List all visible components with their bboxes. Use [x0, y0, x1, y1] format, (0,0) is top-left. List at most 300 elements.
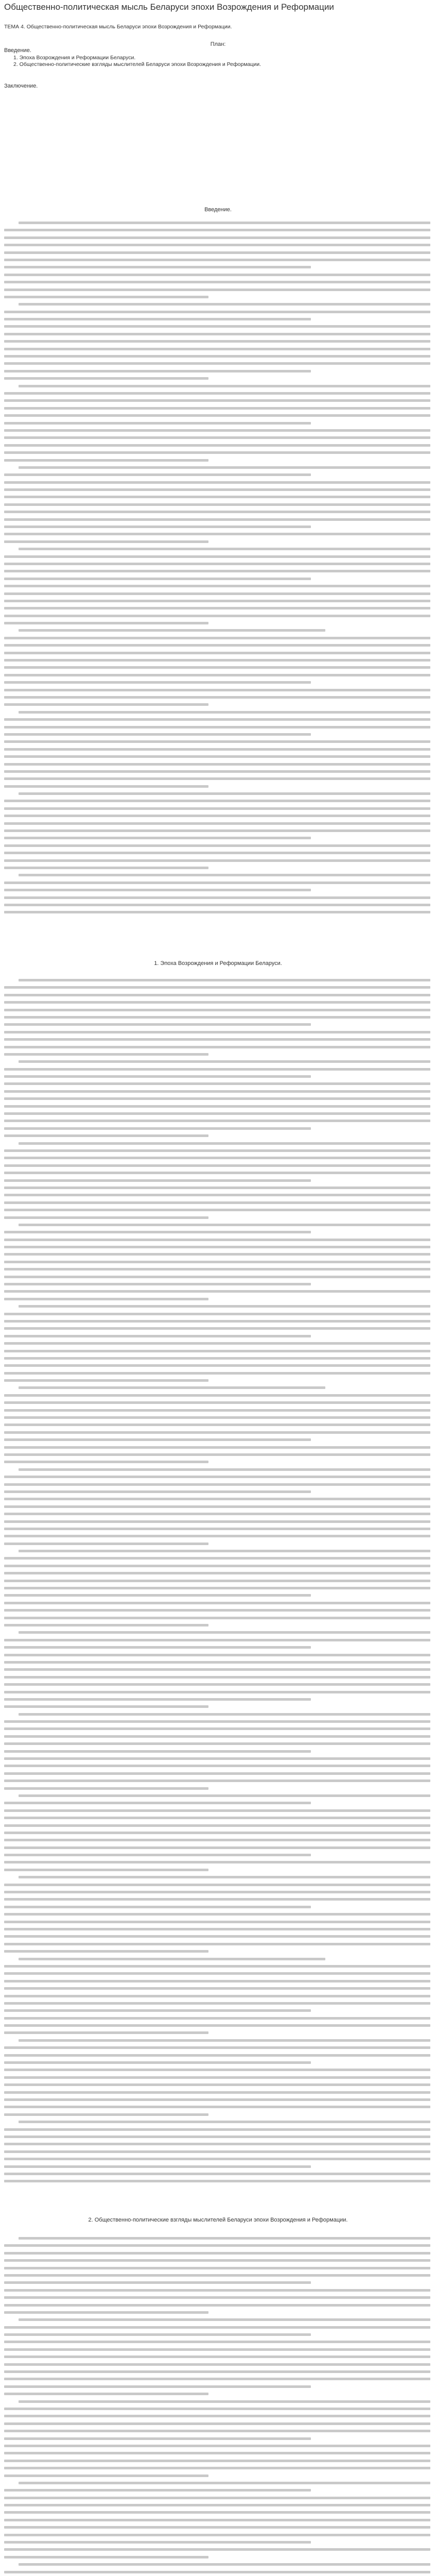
- text-line: [4, 2408, 430, 2410]
- text-line: [19, 2563, 430, 2566]
- text-line: [4, 429, 430, 432]
- text-line: [4, 2061, 311, 2064]
- text-line: [4, 2422, 430, 2425]
- text-line: [4, 1646, 311, 1649]
- text-line: [4, 1239, 430, 1241]
- text-line: [19, 874, 430, 876]
- text-line: [4, 1639, 430, 1641]
- text-line: [4, 2098, 430, 2101]
- text-line: [4, 770, 430, 773]
- text-line: [4, 1720, 430, 1723]
- text-line: [4, 251, 430, 254]
- text-line: [4, 1965, 430, 1968]
- text-line: [4, 1565, 430, 1567]
- text-line: [4, 1846, 430, 1849]
- text-line: [4, 318, 311, 320]
- text-line: [4, 2113, 208, 2116]
- chapter1-heading: 1. Эпоха Возрождения и Реформации Беларуси.: [154, 960, 282, 967]
- text-line: [4, 1505, 430, 1508]
- text-line: [19, 1631, 430, 1634]
- text-line: [4, 518, 430, 521]
- chapter2-heading: 2. Общественно-политические взгляды мыслителей Беларуси эпохи Возрождения и Реформации.: [88, 2217, 348, 2223]
- plan-label: План:: [210, 41, 226, 47]
- text-line: [4, 1691, 430, 1693]
- text-line: [4, 1276, 430, 1278]
- text-line: [4, 2244, 430, 2247]
- text-line: [4, 2054, 430, 2057]
- text-line: [4, 2370, 430, 2373]
- text-line: [4, 994, 430, 996]
- text-line: [4, 763, 430, 766]
- text-line: [4, 2534, 430, 2536]
- text-line: [4, 1668, 430, 1671]
- text-line: [4, 1290, 430, 1293]
- text-line: [4, 592, 430, 595]
- text-line: [4, 488, 430, 491]
- text-line: [4, 1105, 430, 1108]
- text-line: [4, 1438, 311, 1441]
- text-line: [4, 1891, 430, 1893]
- text-line: [19, 385, 430, 387]
- text-line: [4, 2489, 311, 2492]
- text-line: [4, 578, 311, 580]
- text-line: [4, 1357, 430, 1360]
- text-line: [4, 600, 430, 602]
- text-line: [4, 1498, 430, 1500]
- text-line: [4, 2526, 430, 2529]
- text-line: [4, 777, 430, 780]
- text-line: [4, 1913, 430, 1916]
- text-line: [4, 1935, 430, 1938]
- text-line: [4, 1090, 430, 1093]
- text-line: [4, 1016, 430, 1019]
- text-line: [19, 222, 430, 224]
- text-line: [4, 1001, 430, 1004]
- text-line: [4, 1995, 430, 1997]
- text-line: [4, 1780, 430, 1782]
- text-line: [4, 1298, 208, 1300]
- text-line: [4, 1038, 430, 1041]
- text-line: [4, 1187, 430, 1189]
- text-line: [4, 2252, 430, 2255]
- text-line: [4, 526, 311, 528]
- text-line: [4, 911, 430, 913]
- text-line: [4, 422, 311, 425]
- text-line: [4, 1164, 430, 1167]
- text-line: [4, 1705, 208, 1708]
- text-line: [4, 473, 311, 476]
- text-line: [4, 1416, 430, 1419]
- text-line: [19, 466, 430, 469]
- text-line: [4, 2348, 430, 2351]
- text-line: [4, 904, 430, 906]
- text-line: [4, 1112, 430, 1115]
- text-line: [4, 1031, 430, 1033]
- text-line: [4, 1009, 430, 1011]
- text-line: [4, 1832, 430, 1834]
- text-line: [4, 718, 430, 721]
- text-line: [4, 726, 430, 728]
- document-title: Общественно-политическая мысль Беларуси эпохи Возрождения и Реформации: [4, 2, 334, 12]
- text-line: [19, 1224, 430, 1226]
- text-line: [4, 1513, 430, 1515]
- text-line: [4, 1490, 311, 1493]
- text-line: [19, 1060, 430, 1063]
- text-line: [4, 1268, 430, 1270]
- text-line: [4, 896, 430, 899]
- text-line: [4, 2128, 430, 2131]
- text-line: [4, 1950, 208, 1953]
- text-line: [4, 370, 311, 372]
- text-line: [4, 2031, 208, 2034]
- text-line: [4, 333, 430, 335]
- text-line: [4, 2180, 430, 2182]
- text-line: [4, 2136, 430, 2138]
- text-line: [4, 1742, 430, 1745]
- text-line: [4, 659, 430, 662]
- text-line: [4, 2430, 430, 2432]
- text-line: [4, 2046, 430, 2049]
- text-line: [4, 348, 430, 350]
- text-line: [19, 711, 430, 714]
- text-line: [4, 852, 430, 854]
- text-line: [4, 436, 430, 439]
- document-theme: ТЕМА 4. Общественно-политическая мысль Беларуси эпохи Возрождения и Реформации.: [4, 24, 232, 30]
- text-line: [19, 1305, 430, 1308]
- text-line: [4, 1861, 430, 1863]
- text-line: [4, 652, 430, 654]
- text-line: [4, 570, 430, 572]
- text-line: [4, 1253, 430, 1256]
- text-line: [4, 1476, 430, 1478]
- text-line: [4, 807, 430, 810]
- text-line: [4, 236, 430, 239]
- text-line: [4, 1824, 430, 1827]
- text-line: [4, 377, 208, 380]
- text-line: [4, 1231, 311, 1233]
- text-line: [4, 637, 430, 639]
- text-line: [19, 979, 430, 981]
- text-line: [4, 1194, 430, 1196]
- text-line: [4, 496, 430, 498]
- text-line: [4, 274, 430, 276]
- text-line: [4, 1342, 430, 1345]
- text-line: [4, 755, 430, 758]
- text-line: [4, 414, 430, 417]
- text-line: [4, 407, 430, 410]
- text-line: [4, 1127, 311, 1130]
- text-line: [4, 1446, 430, 1449]
- text-line: [4, 1906, 311, 1908]
- text-line: [4, 1921, 430, 1923]
- text-line: [4, 2548, 430, 2551]
- text-line: [4, 1787, 208, 1790]
- text-line: [4, 1943, 430, 1945]
- text-line: [4, 815, 430, 817]
- text-line: [4, 2296, 430, 2299]
- text-line: [4, 615, 430, 617]
- text-line: [4, 1053, 208, 1056]
- text-line: [4, 2504, 430, 2506]
- text-line: [19, 1468, 430, 1471]
- text-line: [4, 844, 430, 847]
- text-line: [4, 2076, 430, 2079]
- text-line: [4, 1609, 430, 1612]
- text-line: [4, 2274, 430, 2277]
- text-line: [19, 548, 430, 550]
- text-line: [19, 1386, 325, 1389]
- text-line: [4, 2289, 430, 2292]
- text-line: [4, 689, 430, 691]
- text-line: [4, 1246, 430, 1248]
- text-line: [4, 2385, 311, 2388]
- text-line: [4, 1757, 430, 1760]
- text-line: [4, 1854, 311, 1856]
- text-line: [4, 1765, 430, 1767]
- text-line: [4, 1572, 430, 1574]
- text-line: [4, 1972, 430, 1975]
- text-line: [4, 1068, 430, 1071]
- text-line: [4, 622, 208, 624]
- text-line: [4, 1461, 208, 1463]
- text-line: [4, 2415, 430, 2417]
- text-line: [4, 740, 430, 743]
- conclusion-label: Заключение.: [4, 83, 38, 89]
- text-line: [4, 2355, 430, 2358]
- text-line: [4, 1216, 208, 1219]
- text-line: [4, 2475, 208, 2477]
- chapter2-body: [4, 2237, 430, 2576]
- text-line: [4, 2259, 430, 2262]
- text-line: [19, 1794, 430, 1797]
- text-line: [4, 1683, 430, 1686]
- text-line: [4, 733, 311, 736]
- text-line: [4, 859, 430, 862]
- text-line: [4, 2009, 311, 2012]
- text-line: [4, 2571, 430, 2573]
- text-line: [4, 259, 430, 261]
- text-line: [4, 1898, 430, 1901]
- text-line: [4, 889, 311, 891]
- text-line: [4, 1928, 430, 1930]
- text-line: [4, 1046, 430, 1048]
- text-line: [4, 392, 430, 395]
- text-line: [4, 674, 430, 676]
- text-line: [4, 1097, 430, 1100]
- text-line: [19, 1958, 325, 1960]
- text-line: [4, 2106, 430, 2108]
- text-line: [4, 1350, 430, 1352]
- text-line: [4, 1750, 311, 1753]
- text-line: [4, 1134, 208, 1137]
- text-line: [4, 1587, 430, 1589]
- text-line: [4, 1320, 430, 1323]
- text-line: [4, 2452, 430, 2454]
- text-line: [4, 748, 430, 751]
- text-line: [4, 503, 430, 506]
- text-line: [4, 511, 430, 513]
- text-line: [19, 1142, 430, 1145]
- text-line: [4, 2281, 311, 2284]
- text-line: [4, 1727, 430, 1730]
- text-line: [4, 1535, 430, 1537]
- text-line: [4, 1624, 208, 1626]
- text-line: [19, 2318, 430, 2321]
- text-line: [4, 266, 311, 268]
- toc-item: 2. Общественно-политические взгляды мыслителей Беларуси эпохи Возрождения и Реформации.: [13, 61, 261, 67]
- text-line: [4, 1023, 311, 1026]
- text-line: [4, 2158, 430, 2160]
- text-line: [4, 533, 430, 535]
- text-line: [4, 1661, 430, 1664]
- text-line: [4, 1179, 311, 1182]
- text-line: [19, 629, 325, 632]
- text-line: [4, 459, 208, 462]
- text-line: [4, 1379, 208, 1382]
- text-line: [4, 2511, 430, 2514]
- text-line: [4, 644, 430, 647]
- text-line: [4, 355, 430, 358]
- text-line: [4, 325, 430, 328]
- text-line: [4, 1261, 430, 1263]
- text-line: [4, 2173, 430, 2175]
- text-line: [4, 2091, 430, 2094]
- text-line: [4, 2002, 430, 2005]
- text-line: [4, 444, 430, 447]
- text-line: [4, 607, 430, 609]
- text-line: [4, 1409, 430, 1412]
- text-line: [19, 792, 430, 795]
- text-line: [4, 1327, 430, 1330]
- text-line: [4, 2467, 430, 2469]
- introduction-heading: Введение.: [204, 207, 232, 213]
- text-line: [4, 555, 430, 558]
- text-line: [4, 229, 430, 231]
- text-line: [4, 800, 430, 802]
- text-line: [4, 2304, 430, 2307]
- text-line: [4, 1075, 311, 1078]
- text-line: [4, 1617, 430, 1619]
- text-line: [4, 296, 208, 298]
- text-line: [4, 829, 430, 832]
- text-line: [4, 2556, 208, 2558]
- text-line: [4, 2363, 430, 2366]
- text-line: [4, 1735, 430, 1738]
- text-line: [4, 481, 430, 484]
- text-line: [19, 2482, 430, 2484]
- text-line: [4, 867, 208, 869]
- text-line: [4, 1698, 311, 1701]
- text-line: [4, 2165, 311, 2168]
- text-line: [4, 585, 430, 587]
- text-line: [4, 1772, 430, 1775]
- text-line: [4, 1594, 311, 1597]
- text-line: [4, 1543, 208, 1545]
- intro-label: Введение.: [4, 47, 31, 54]
- text-line: [4, 2333, 311, 2336]
- text-line: [4, 837, 311, 839]
- text-line: [4, 1209, 430, 1211]
- text-line: [4, 1602, 430, 1604]
- text-line: [4, 1157, 430, 1159]
- text-line: [4, 281, 430, 283]
- text-line: [4, 2378, 430, 2380]
- text-line: [4, 2143, 430, 2145]
- text-line: [4, 2460, 430, 2462]
- text-line: [4, 1283, 311, 1285]
- text-line: [4, 681, 311, 684]
- text-line: [4, 882, 430, 884]
- text-line: [4, 362, 430, 365]
- text-line: [4, 1423, 430, 1426]
- text-line: [4, 2311, 208, 2314]
- text-line: [4, 2541, 311, 2544]
- text-line: [4, 2519, 430, 2521]
- text-line: [4, 822, 430, 825]
- text-line: [4, 1149, 430, 1152]
- table-of-contents: [13, 55, 425, 68]
- text-line: [4, 2069, 430, 2071]
- introduction-body: [4, 222, 430, 919]
- text-line: [4, 666, 430, 669]
- text-line: [4, 1987, 430, 1990]
- text-line: [4, 311, 430, 313]
- text-line: [4, 1869, 208, 1871]
- text-line: [4, 1483, 430, 1486]
- text-line: [4, 1120, 430, 1122]
- text-line: [19, 2039, 430, 2042]
- text-line: [4, 1082, 430, 1085]
- text-line: [4, 1313, 430, 1315]
- text-line: [4, 1580, 430, 1582]
- text-line: [4, 244, 430, 246]
- text-line: [4, 2150, 430, 2153]
- text-line: [4, 703, 208, 706]
- text-line: [4, 1676, 430, 1679]
- text-line: [4, 2497, 430, 2499]
- text-line: [4, 1528, 430, 1530]
- text-line: [4, 1980, 430, 1982]
- text-line: [19, 1550, 430, 1552]
- text-line: [4, 1172, 430, 1174]
- text-line: [4, 1364, 430, 1367]
- chapter1-body: [4, 979, 430, 2188]
- text-line: [4, 1394, 430, 1397]
- text-line: [4, 696, 430, 699]
- text-line: [19, 1713, 430, 1716]
- text-line: [4, 451, 430, 454]
- text-line: [4, 540, 208, 543]
- text-line: [4, 2267, 430, 2269]
- text-line: [4, 2024, 430, 2027]
- text-line: [4, 340, 430, 343]
- text-line: [19, 303, 430, 306]
- text-line: [4, 563, 430, 565]
- text-line: [4, 1839, 430, 1841]
- toc-item: 1. Эпоха Возрождения и Реформации Беларуси.: [13, 55, 136, 61]
- text-line: [4, 1809, 430, 1812]
- text-line: [19, 2400, 430, 2403]
- text-line: [4, 1884, 430, 1886]
- text-line: [4, 1557, 430, 1560]
- text-line: [4, 1401, 430, 1404]
- text-line: [4, 2445, 430, 2447]
- text-line: [4, 2393, 208, 2395]
- text-line: [4, 785, 208, 788]
- text-line: [4, 2326, 430, 2329]
- text-line: [19, 1876, 430, 1878]
- text-line: [4, 1335, 311, 1337]
